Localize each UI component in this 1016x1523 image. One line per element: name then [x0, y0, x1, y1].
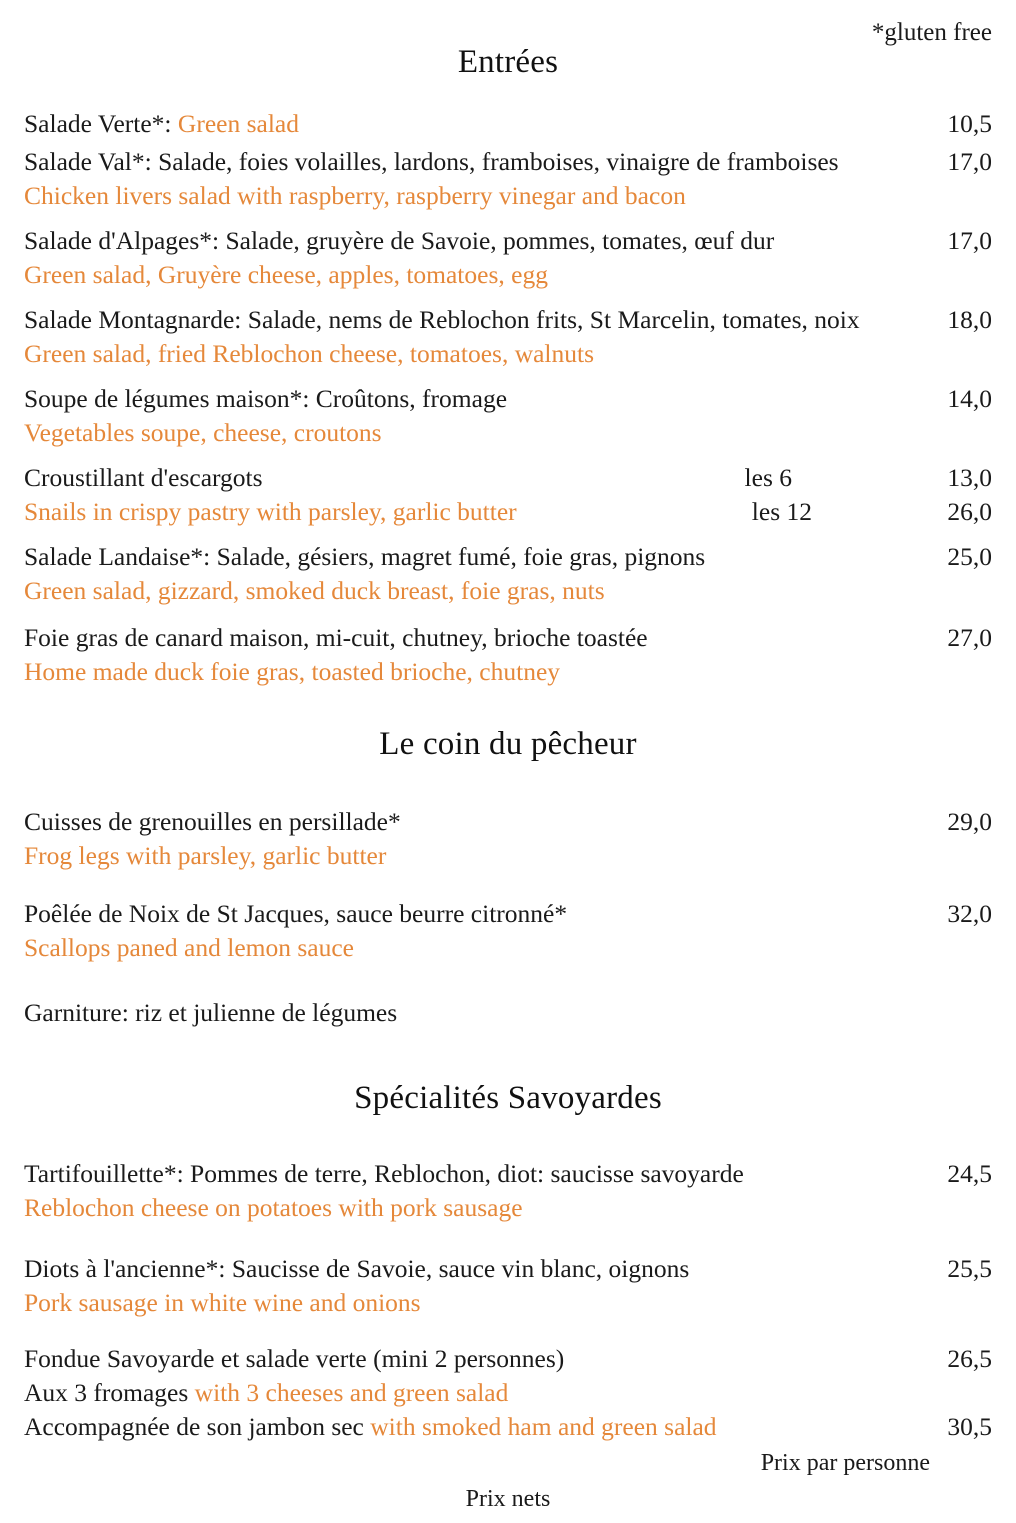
- menu-item-variant-fr: Aux 3 fromages: [24, 1378, 195, 1407]
- menu-item: [24, 805, 992, 873]
- menu-item-translation: Reblochon cheese on potatoes with pork sausage: [24, 1193, 523, 1222]
- menu-item-name-fr: [24, 145, 992, 179]
- section-heading: Le coin du pêcheur: [379, 726, 637, 762]
- menu-item-name-fr: [24, 621, 992, 655]
- menu-item-fr-text: Foie gras de canard maison, mi-cuit, chutney, brioche toastée: [24, 623, 648, 652]
- menu-item-fr-text: Cuisses de grenouilles en persillade*: [24, 807, 401, 836]
- menu-item-translation: Pork sausage in white wine and onions: [24, 1288, 421, 1317]
- menu-item-translation: Snails in crispy pastry with parsley, garlic butter les 12 26,0: [24, 495, 992, 529]
- menu-item-fr-text: Poêlée de Noix de St Jacques, sauce beurre citronné*: [24, 899, 568, 928]
- menu-item-name-fr: [24, 224, 992, 258]
- menu-item-variant-translation: with 3 cheeses and green salad: [194, 1378, 509, 1407]
- menu-item-variant: [24, 1410, 992, 1444]
- menu-item-name-fr: [24, 1342, 992, 1376]
- menu-item: [24, 224, 992, 292]
- menu-item: [24, 1342, 992, 1444]
- menu-item-name-fr: [24, 303, 992, 337]
- menu-item-price: 24,5: [947, 1159, 992, 1188]
- menu-item: [24, 461, 992, 529]
- menu-item-variant-price: 30,5: [947, 1412, 992, 1441]
- menu-item: [24, 1252, 992, 1320]
- section-heading: Entrées: [457, 44, 559, 80]
- menu-item-variant: [24, 1376, 992, 1410]
- menu-item-fr-text: Diots à l'ancienne*: Saucisse de Savoie, sauce vin blanc, oignons: [24, 1254, 690, 1283]
- menu-item-price: 13,0: [947, 463, 992, 492]
- menu-item-price: 29,0: [947, 807, 992, 836]
- menu-item-name-fr: [24, 897, 992, 931]
- menu-item-price: 26,5: [947, 1344, 992, 1373]
- menu-item-fr-text: Fondue Savoyarde et salade verte (mini 2 personnes): [24, 1344, 565, 1373]
- menu-item-fr-text: Salade Val*: Salade, foies volailles, lardons, framboises, vinaigre de framboises: [24, 147, 839, 176]
- menu-item-variant-translation: with smoked ham and green salad: [370, 1412, 717, 1441]
- menu-item-name-fr: [24, 1252, 992, 1286]
- menu-item: [24, 145, 992, 213]
- section-heading: Spécialités Savoyardes: [354, 1080, 662, 1116]
- menu-item-name-fr: [24, 1157, 992, 1191]
- menu-item-translation: Green salad, fried Reblochon cheese, tomatoes, walnuts: [24, 339, 595, 368]
- menu-item-price: 17,0: [947, 147, 992, 176]
- menu-item-price: 10,5: [947, 109, 992, 138]
- menu-item-variant-fr: Accompagnée de son jambon sec: [24, 1412, 371, 1441]
- menu-item-quantity-secondary: les 12: [751, 497, 812, 526]
- menu-item-fr-text: Tartifouillette*: Pommes de terre, Reblochon, diot: saucisse savoyarde: [24, 1159, 744, 1188]
- menu-item-translation: Green salad, gizzard, smoked duck breast, foie gras, nuts: [24, 576, 605, 605]
- menu-item-name-fr: [24, 107, 992, 141]
- gluten-free-note: *gluten free: [871, 19, 992, 46]
- menu-item: [24, 621, 992, 689]
- menu-item-price: 14,0: [947, 384, 992, 413]
- menu-item-name-fr: [24, 382, 992, 416]
- menu-item-price: 32,0: [947, 899, 992, 928]
- menu-item-price: 25,0: [947, 542, 992, 571]
- menu-item-translation-inline: Green salad: [177, 109, 299, 138]
- menu-item-price: 25,5: [947, 1254, 992, 1283]
- menu-item-fr-text: Salade d'Alpages*: Salade, gruyère de Savoie, pommes, tomates, œuf dur: [24, 226, 775, 255]
- menu-item-name-fr: [24, 461, 992, 495]
- menu-item-price: 27,0: [947, 623, 992, 652]
- menu-item-translation: Scallops paned and lemon sauce: [24, 933, 354, 962]
- menu-item-fr-text: Croustillant d'escargots: [24, 463, 263, 492]
- menu-item: [24, 382, 992, 450]
- menu-item-price-secondary: 26,0: [947, 497, 992, 526]
- menu-item-translation: Home made duck foie gras, toasted brioche, chutney: [24, 657, 561, 686]
- menu-item-price: 17,0: [947, 226, 992, 255]
- menu-item-translation: Vegetables soupe, cheese, croutons: [24, 418, 382, 447]
- menu-item-fr-text: Soupe de légumes maison*: Croûtons, fromage: [24, 384, 508, 413]
- menu-item: [24, 107, 992, 141]
- menu-item-translation: Chicken livers salad with raspberry, raspberry vinegar and bacon: [24, 181, 686, 210]
- menu-item-fr-text: Salade Verte*:: [24, 109, 178, 138]
- menu-item-fr-text: Salade Landaise*: Salade, gésiers, magret fumé, foie gras, pignons: [24, 542, 706, 571]
- menu-item: [24, 1157, 992, 1225]
- menu-item-price: 18,0: [947, 305, 992, 334]
- menu-item: [24, 303, 992, 371]
- prix-nets-note: Prix nets: [465, 1486, 551, 1512]
- menu-item-name-fr: [24, 540, 992, 574]
- menu-item-fr-text: Salade Montagnarde: Salade, nems de Reblochon frits, St Marcelin, tomates, noix: [24, 305, 860, 334]
- menu-item-translation: Green salad, Gruyère cheese, apples, tomatoes, egg: [24, 260, 548, 289]
- prix-par-personne-note: Prix par personne: [760, 1450, 930, 1476]
- menu-item-quantity: les 6: [744, 463, 792, 492]
- menu-item: [24, 540, 992, 608]
- menu-item-name-fr: [24, 805, 992, 839]
- section-note: Garniture: riz et julienne de légumes: [24, 998, 398, 1027]
- menu-item-translation: Frog legs with parsley, garlic butter: [24, 841, 387, 870]
- menu-item: [24, 897, 992, 965]
